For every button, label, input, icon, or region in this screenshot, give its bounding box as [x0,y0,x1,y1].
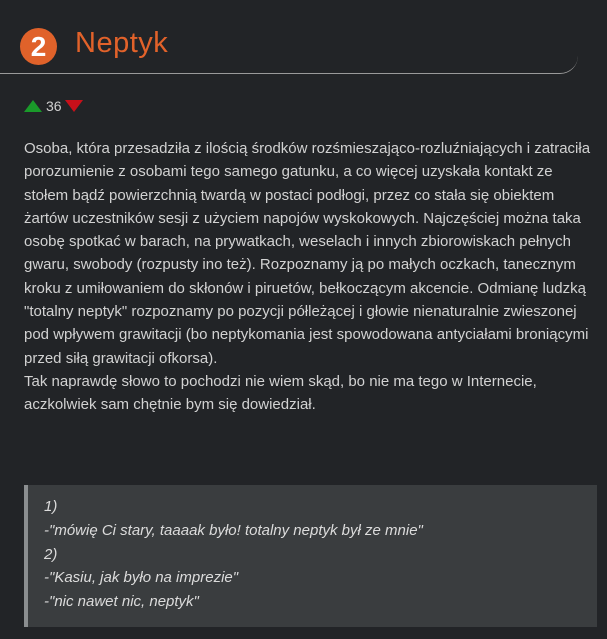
upvote-icon[interactable] [24,100,42,112]
entry-title[interactable]: Neptyk [75,27,169,59]
downvote-icon[interactable] [65,100,83,112]
example-line: -"Kasiu, jak było na imprezie" [44,569,239,587]
example-line: -"nic nawet nic, neptyk" [44,593,199,611]
example-line: 1) [44,498,58,515]
definition-paragraph: Tak naprawdę słowo to pochodzi nie wiem skąd, bo nie ma tego w Internecie, aczkolwiek sam chętnie bym się dowiedział. [24,372,537,414]
definition [24,137,594,417]
vote-count: 36 [46,98,62,114]
entry-header [0,18,578,74]
example-line: -"mówię Ci stary, taaaak było! totalny neptyk był ze mnie" [44,521,423,539]
definition-paragraph: Osoba, która przesadziła z ilością środków rozśmieszająco-rozluźniających i zatraciła porozumienie z osobami tego samego gatunku, a co więcej uzyskała kontakt ze stołem bądź powierzchnią twardą w postaci podłogi, przez co stała się obiektem żartów uczestników sesji z użyciem napojów wyskokowych. Najczęściej można taka osobę spotkać w barach, na prywatkach, weselach i innych zbiorowiskach pełnych gwaru, swobody (rozpusty ino też). Rozpoznamy ją po małych oczkach, tanecznym kroku z umiłowaniem do skłonów i piruetów, bełkoczącym akcencie. Odmianę ludzką "totalny neptyk" rozpoznamy po pozycji półleżącej i głowie nienaturalnie zwieszonej pod wpływem grawitacji (bo neptykomania jest spowodowana antyciałami broniącymi przed siłą grawitacji ofkorsa). [24,140,591,367]
example-line: 2) [44,545,58,563]
rank-badge: 2 [20,28,57,65]
example-quote [24,485,597,627]
vote-bar [24,97,83,115]
